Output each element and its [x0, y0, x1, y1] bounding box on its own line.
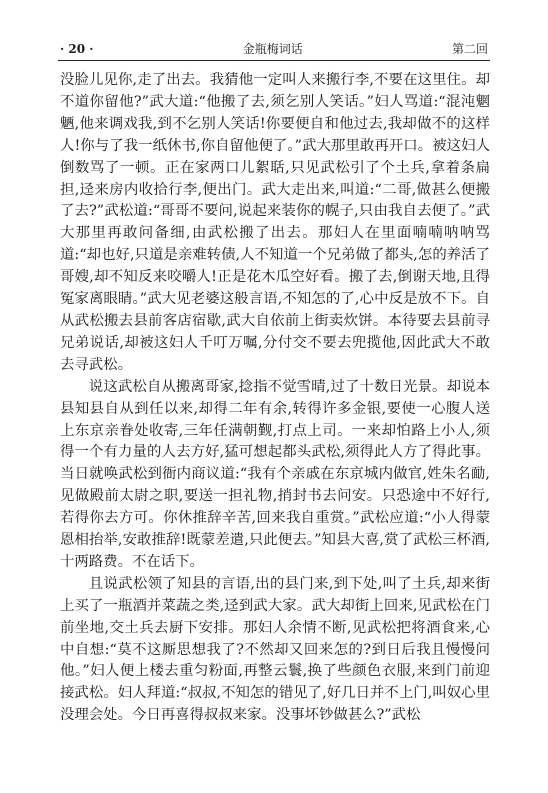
paragraph: 没脸儿见你,走了出去。我猜他一定叫人来搬行李,不要在这里住。却不道你留他?”武大道:“他搬了去,须乞别人笑话。”妇人骂道:“混沌魍魉,他来调戏我,到不乞别人笑话!你要便自和他过去,我却做不的这样人!你与了我一纸休书,你自留他便了。”武大那里敢再开口。被这妇人倒数骂了一顿。正在家两口儿絮聒,只见武松引了个土兵,拿着条扁担,迳来房内收拾行李,便出门。武大走出来,叫道:“二哥,做甚么便搬了去?”武松道:“哥哥不要问,说起来装你的幌子,只由我自去便了。”武大那里再敢问备细,由武松搬了出去。那妇人在里面喃喃呐呐骂道:“却也好,只道是亲难转债,人不知道一个兄弟做了都头,怎的养活了哥嫂,却不知反来咬嚼人!正是花木瓜空好看。搬了去,倒谢天地,且得冤家离眼睛。”武大见老婆这般言语,不知怎的了,心中反是放不下。自从武松搬去县前客店宿歇,武大自依前上街卖炊饼。本待要去县前寻兄弟说话,却被这妇人千叮万嘱,分付交不要去兜揽他,因此武大不敢去寻武松。: [60, 72, 490, 373]
book-title: 金瓶梅词话: [242, 42, 303, 56]
page-header: [60, 40, 488, 57]
paragraph: 且说武松领了知县的言语,出的县门来,到下处,叫了土兵,却来街上买了一瓶酒并菜蔬之类,迳到武大家。武大却街上回来,见武松在门前坐地,交土兵去厨下安排。那妇人余情不断,见武松把将酒食来,心中自想:“莫不这厮思想我了?不然却又回来怎的?到日后我且慢慢问他。”妇人便上楼去重匀粉面,再整云鬟,换了些颜色衣服,来到门前迎接武松。妇人拜道:“叔叔,不知怎的错见了,好几日并不上门,叫奴心里没理会处。今日再喜得叔叔来家。没事坏钞做甚么?”武松: [60, 575, 490, 724]
chapter-title: 第二回: [451, 42, 488, 56]
paragraph: 说这武松自从搬离哥家,捻指不觉雪晴,过了十数日光景。却说本县知县自从到任以来,却得二年有余,转得许多金银,要使一心腹人送上东京亲眷处收寄,三年任满朝觐,打点上司。一来却怕路上小人,须得一个有力量的人去方好,猛可想起都头武松,须得此人方了得此事。当日就唤武松到衙内商议道:“我有个亲戚在东京城内做官,姓朱名勔,见做殿前太尉之职,要送一担礼物,捎封书去问安。只恐途中不好行,若得你去方可。你休推辞辛苦,回来我自重赏。”武松应道:“小人得蒙恩相抬举,安敢推辞!既蒙差遣,只此便去。”知县大喜,赏了武松三杯酒,十两路费。不在话下。: [60, 378, 490, 570]
page-number: · 20 ·: [60, 42, 94, 56]
header-rule: [58, 60, 490, 61]
page-body: [60, 70, 490, 727]
